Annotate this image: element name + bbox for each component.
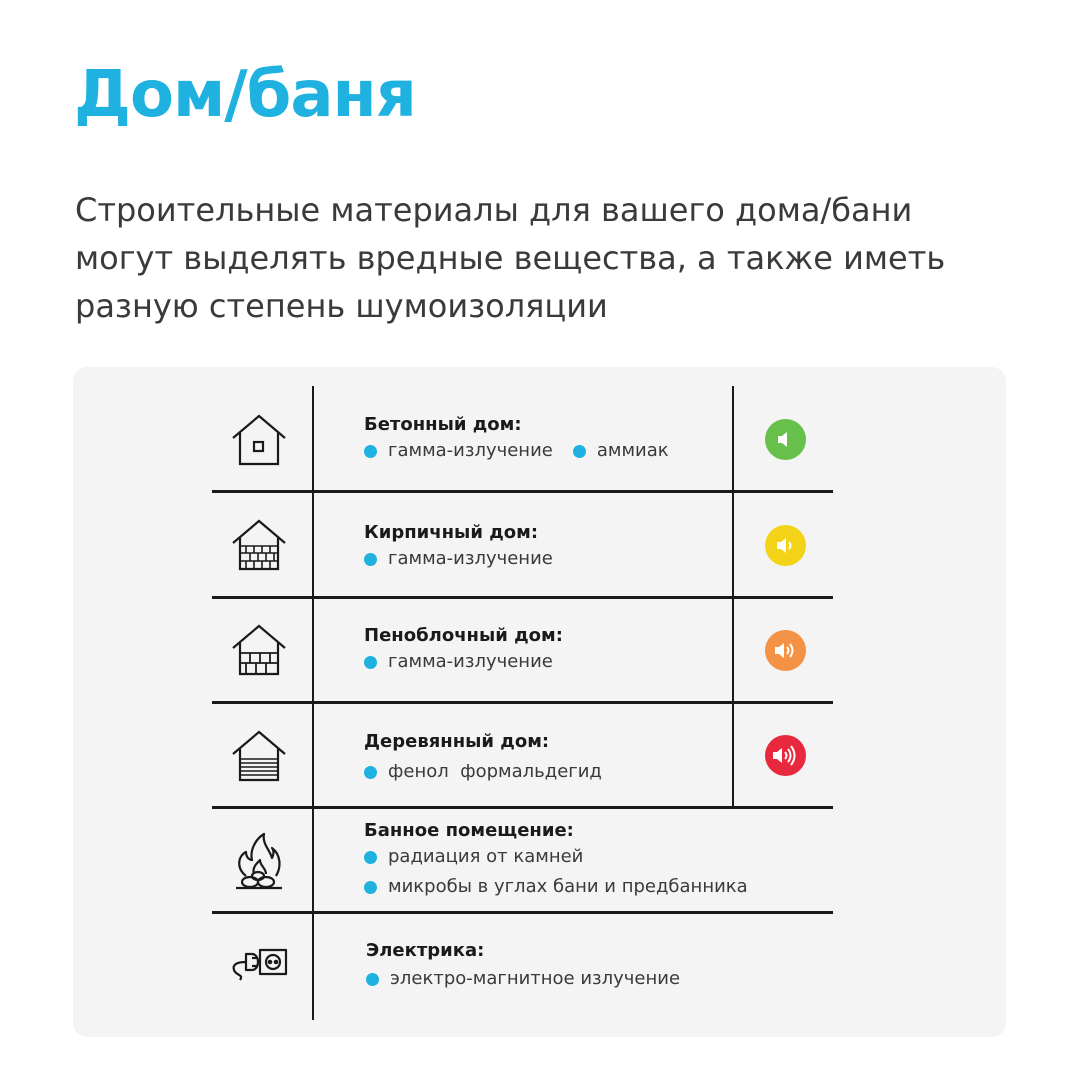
noise-high-icon [765,630,806,671]
bullet-dot [573,445,586,458]
row-concrete [364,412,834,464]
foamblock-house-icon [226,620,292,680]
subtitle-line: Строительные материалы для вашего дома/бани [75,191,913,229]
list-item: гамма-излучение [364,649,553,675]
bullet-dot [364,851,377,864]
list-item: микробы в углах бани и предбанника [364,874,834,900]
socket-plug-icon [226,940,292,986]
list-item: гамма-излучение [364,546,553,572]
brick-house-icon [226,515,292,575]
wooden-house-icon [226,726,292,786]
row-foamblock [364,623,834,675]
concrete-house-icon [226,410,292,470]
list-item: фенол формальдегид [364,759,602,785]
row-sauna [364,818,834,900]
list-item: аммиак [573,438,669,464]
row-electrics [366,938,836,992]
list-item: гамма-излучение [364,438,553,464]
row-title: Электрика: [366,940,485,961]
bullet-dot [364,553,377,566]
page-subtitle [75,186,975,330]
subtitle-line: разную степень шумоизоляции [75,287,608,325]
row-separator [212,701,833,704]
bullet-dot [364,766,377,779]
row-wooden [364,729,834,785]
row-separator [212,596,833,599]
page-title: Дом/баня [74,58,416,132]
list-item: радиация от камней [364,844,834,870]
row-title: Бетонный дом: [364,414,522,435]
bullet-dot [366,973,379,986]
noise-low-icon [765,419,806,460]
bullet-dot [364,445,377,458]
row-separator [212,911,833,914]
bullet-dot [364,881,377,894]
sauna-fire-icon [226,830,292,894]
list-item: электро-магнитное излучение [366,966,680,992]
noise-max-icon [765,735,806,776]
row-title: Банное помещение: [364,820,574,841]
row-brick [364,520,834,572]
row-title: Кирпичный дом: [364,522,539,543]
noise-mid-icon [765,525,806,566]
bullet-dot [364,656,377,669]
row-separator [212,490,833,493]
row-title: Пеноблочный дом: [364,625,563,646]
row-title: Деревянный дом: [364,731,550,752]
row-separator [212,806,833,809]
subtitle-line: могут выделять вредные вещества, а также иметь [75,239,946,277]
